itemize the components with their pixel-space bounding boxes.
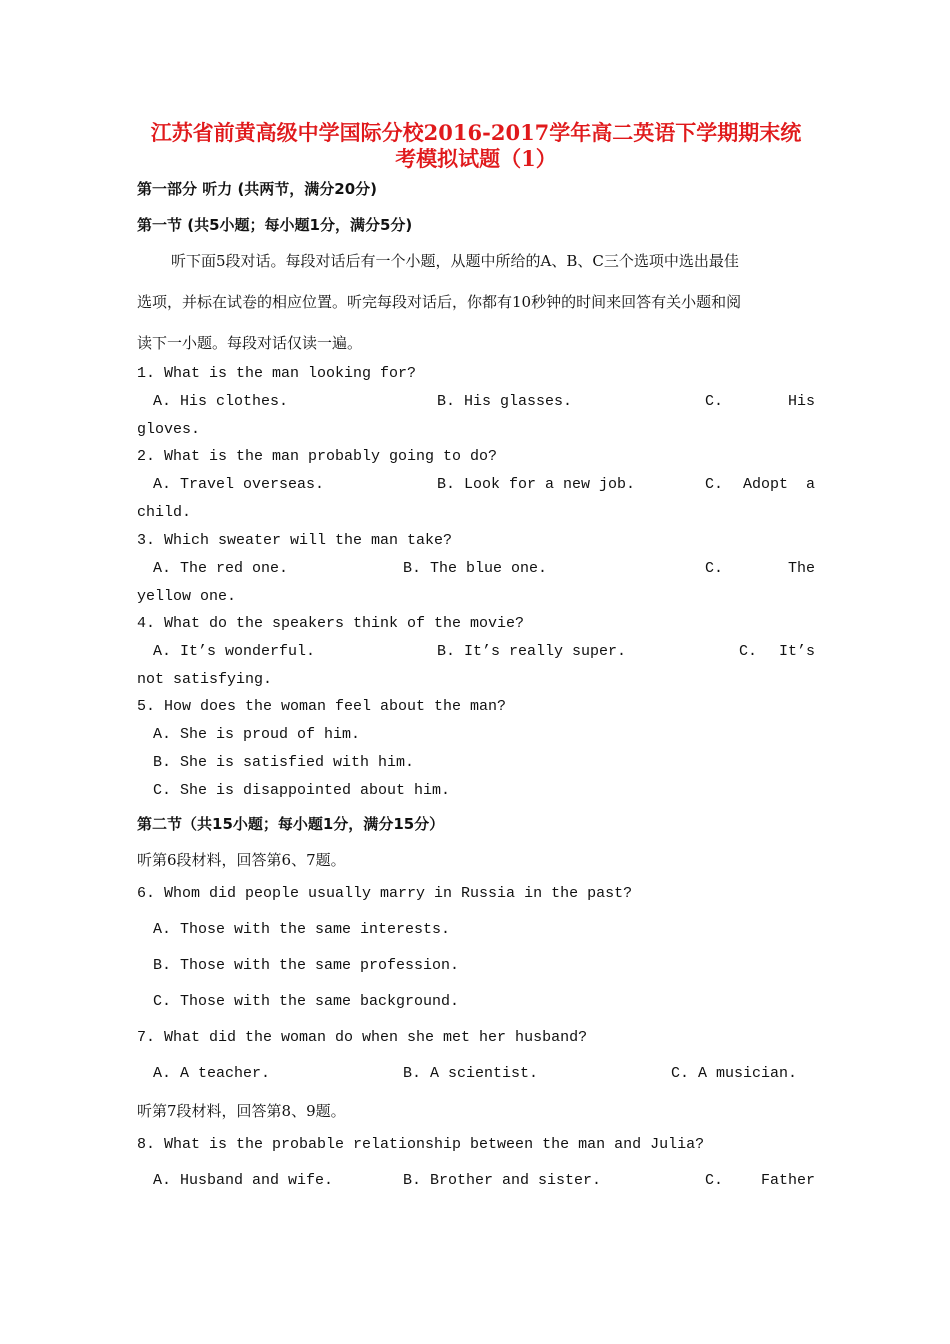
question-6-option-a: A. Those with the same interests. <box>153 921 451 938</box>
material-7-instruction: 听第7段材料，回答第8、9题。 <box>137 1102 346 1120</box>
question-4-options <box>137 643 815 663</box>
section1-heading: 第一节 (共5小题；每小题1分，满分5分) <box>137 216 413 234</box>
question-3-option-c-wrap: yellow one. <box>137 588 237 605</box>
question-1-options <box>137 393 815 413</box>
question-3-option-c-text: The <box>787 560 815 577</box>
question-2-option-c-label: C. <box>705 476 724 493</box>
question-7-option-a: A. A teacher. <box>153 1065 271 1082</box>
question-2-option-b: B. Look for a new job. <box>437 476 636 493</box>
material-6-instruction: 听第6段材料，回答第6、7题。 <box>137 851 346 869</box>
exam-title <box>131 120 821 172</box>
question-6-option-c: C. Those with the same background. <box>153 993 460 1010</box>
question-1-option-b: B. His glasses. <box>437 393 573 410</box>
part1-heading: 第一部分 听力 (共两节，满分20分) <box>137 180 378 198</box>
question-3-options <box>137 560 815 580</box>
question-8-stem: 8. What is the probable relationship between the man and Julia? <box>137 1136 705 1153</box>
question-3-option-b: B. The blue one. <box>403 560 548 577</box>
section2-heading: 第二节（共15小题；每小题1分，满分15分） <box>137 815 445 833</box>
question-5-stem: 5. How does the woman feel about the man? <box>137 698 507 715</box>
question-7-option-c: C. A musician. <box>671 1065 798 1082</box>
question-1-option-a: A. His clothes. <box>153 393 289 410</box>
question-2-option-c-text: Adopt <box>743 476 789 493</box>
title-line-1: 江苏省前黄高级中学国际分校2016-2017学年高二英语下学期期末统 <box>150 120 802 145</box>
instructions-line-3: 读下一小题。每段对话仅读一遍。 <box>137 334 363 352</box>
question-3-option-c-label: C. <box>705 560 724 577</box>
question-7-option-b: B. A scientist. <box>403 1065 539 1082</box>
question-4-stem: 4. What do the speakers think of the movie? <box>137 615 525 632</box>
question-5-option-c: C. She is disappointed about him. <box>153 782 451 799</box>
question-1-option-c-wrap: gloves. <box>137 421 201 438</box>
question-6-stem: 6. Whom did people usually marry in Russia in the past? <box>137 885 633 902</box>
question-6-option-b: B. Those with the same profession. <box>153 957 460 974</box>
question-2-option-a: A. Travel overseas. <box>153 476 325 493</box>
question-8-option-a: A. Husband and wife. <box>153 1172 334 1189</box>
question-3-option-a: A. The red one. <box>153 560 289 577</box>
question-1-option-c-label: C. <box>705 393 724 410</box>
question-4-option-b: B. It’s really super. <box>437 643 627 660</box>
question-1-option-c-text: His <box>787 393 815 410</box>
question-8-option-b: B. Brother and sister. <box>403 1172 602 1189</box>
question-8-option-c-label: C. <box>705 1172 724 1189</box>
question-4-option-c-text: It’s <box>778 643 815 660</box>
question-7-options <box>137 1065 815 1085</box>
question-2-options <box>137 476 815 496</box>
question-4-option-c-wrap: not satisfying. <box>137 671 273 688</box>
question-2-stem: 2. What is the man probably going to do? <box>137 448 498 465</box>
title-line-2: 考模拟试题（1） <box>395 146 557 171</box>
question-7-stem: 7. What did the woman do when she met her husband? <box>137 1029 588 1046</box>
question-1-stem: 1. What is the man looking for? <box>137 365 417 382</box>
question-3-stem: 3. Which sweater will the man take? <box>137 532 453 549</box>
instructions-line-1: 听下面5段对话。每段对话后有一个小题，从题中所给的A、B、C三个选项中选出最佳 <box>171 252 739 270</box>
instructions-line-2: 选项，并标在试卷的相应位置。听完每段对话后，你都有10秒钟的时间来回答有关小题和阅 <box>137 293 742 311</box>
exam-page <box>137 120 815 1189</box>
question-5-option-a: A. She is proud of him. <box>153 726 361 743</box>
question-8-options <box>137 1172 815 1192</box>
question-2-option-c-article: a <box>805 476 815 493</box>
question-4-option-a: A. It’s wonderful. <box>153 643 316 660</box>
question-2-option-c-wrap: child. <box>137 504 192 521</box>
question-4-option-c-label: C. <box>739 643 758 660</box>
question-5-option-b: B. She is satisfied with him. <box>153 754 415 771</box>
question-8-option-c-text: Father <box>760 1172 815 1189</box>
